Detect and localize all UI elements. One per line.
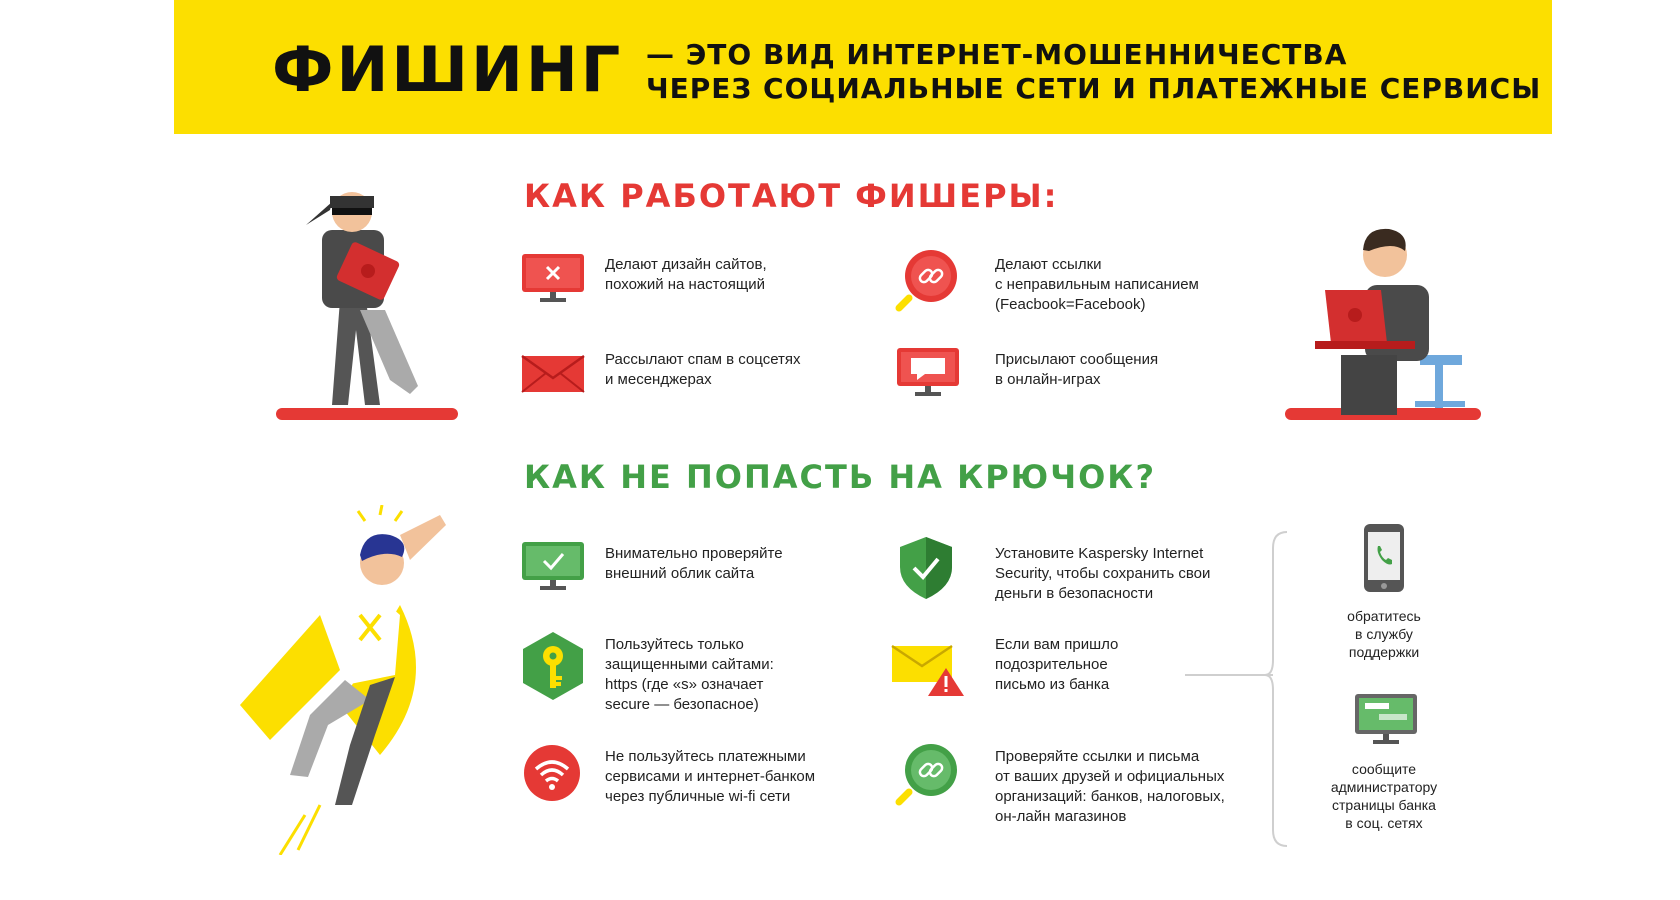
monitor-chat-icon [1353,692,1419,748]
protection-section-title: КАК НЕ ПОПАСТЬ НА КРЮЧОК? [524,458,1157,496]
bracket-connector [1185,530,1290,850]
phisher-item-1: Делают дизайн сайтов, похожий на настоящий [605,256,767,293]
bank-action-support: обратитесь в службу поддержки [1347,608,1421,660]
protection-item-6: Проверяйте ссылки и письма от ваших друзей и официальных организаций: банков, налоговых, он-лайн магазинов [995,748,1225,825]
monitor-message-icon [895,346,961,398]
key-hexagon-icon [520,630,586,702]
magnifier-link-icon [895,246,961,312]
wifi-icon [522,743,582,803]
page-subtitle [646,38,1541,106]
envelope-icon [520,354,586,394]
protection-item-3: Пользуйтесь только защищенными сайтами: https (где «s» означает secure — безопасное) [605,636,774,713]
protection-item-1: Внимательно проверяйте внешний облик сайта [605,545,783,582]
shield-check-icon [898,535,954,601]
phisher-item-4: Присылают сообщения в онлайн-играх [995,351,1159,388]
protection-item-4: Если вам пришло подозрительное письмо из банка [995,636,1119,693]
superhero-illustration [240,505,500,855]
envelope-warning-icon [890,644,966,698]
thief-illustration [270,180,470,425]
protection-item-5: Не пользуйтесь платежными сервисами и интернет-банком через публичные wi-fi сети [605,748,816,805]
header-banner [174,0,1552,134]
hacker-illustration [1285,215,1500,425]
monitor-cross-icon [520,252,586,304]
phisher-item-2: Делают ссылки с неправильным написанием (Feacbook=Facebook) [995,256,1199,313]
phisher-item-3: Рассылают спам в соцсетях и месенджерах [605,351,801,388]
monitor-check-icon [520,540,586,592]
page-title: ФИШИНГ [272,33,624,106]
subtitle-line-1: — ЭТО ВИД ИНТЕРНЕТ-МОШЕННИЧЕСТВА [646,38,1348,71]
protection-item-2: Установите Kaspersky Internet Security, чтобы сохранить свои деньги в безопасности [995,545,1211,602]
magnifier-link-green-icon [895,740,961,806]
bank-action-admin: сообщите администратору страницы банка в соц. сетях [1330,761,1438,831]
phone-icon [1362,522,1406,594]
phishers-section-title: КАК РАБОТАЮТ ФИШЕРЫ: [524,177,1059,215]
subtitle-line-2: ЧЕРЕЗ СОЦИАЛЬНЫЕ СЕТИ И ПЛАТЕЖНЫЕ СЕРВИСЫ [646,72,1542,105]
